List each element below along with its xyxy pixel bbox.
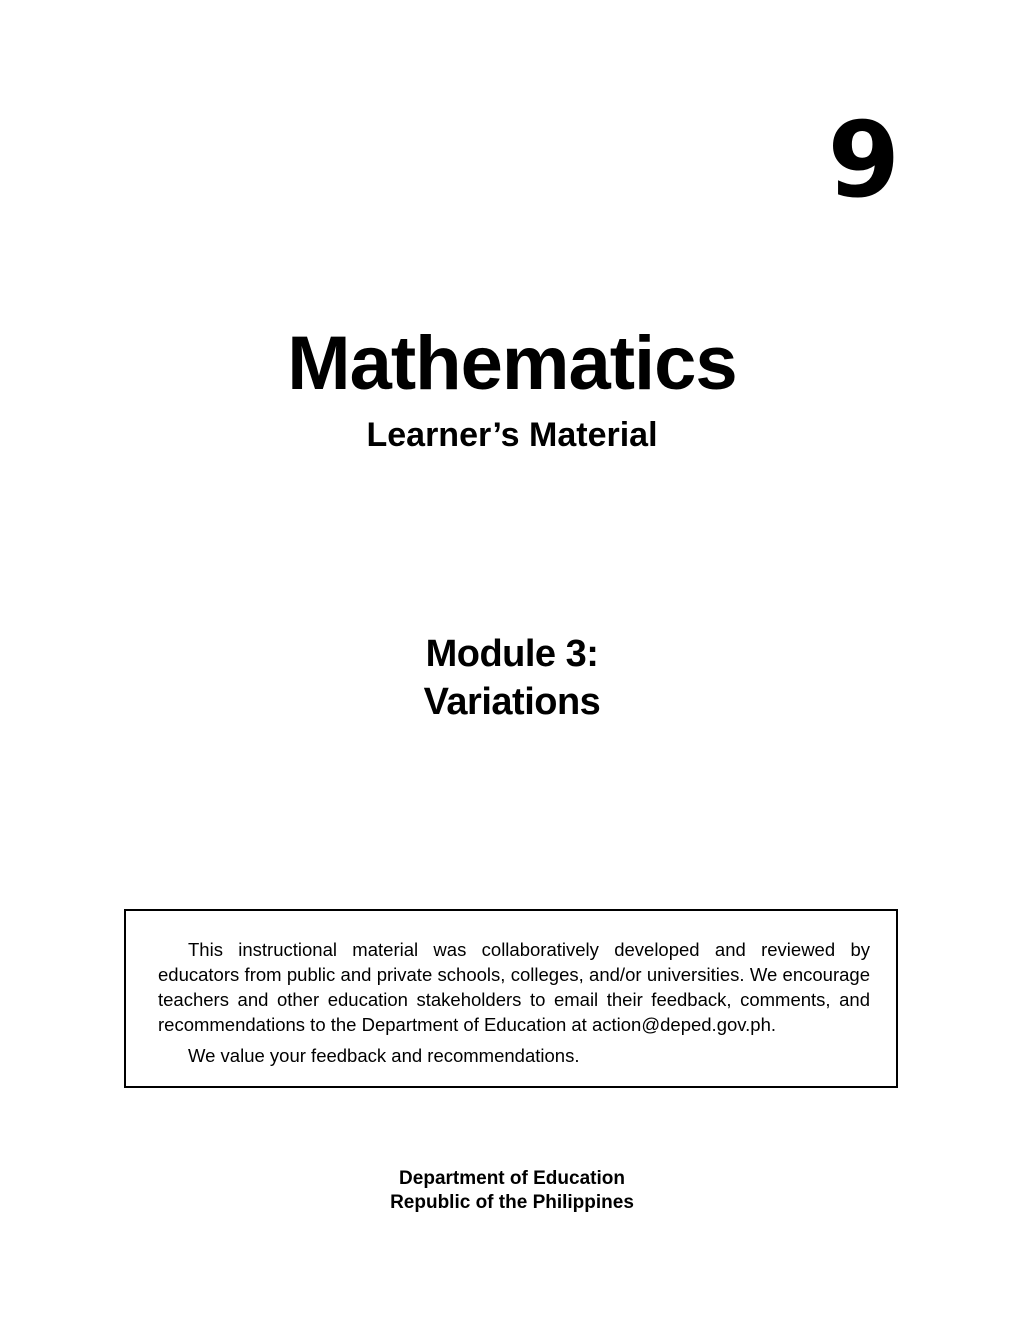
publisher-country: Republic of the Philippines bbox=[390, 1192, 634, 1213]
module-title: Variations bbox=[423, 681, 601, 723]
feedback-notice-box bbox=[124, 909, 898, 1088]
publisher-department: Department of Education bbox=[399, 1168, 625, 1189]
notice-closing-line: We value your feedback and recommendations. bbox=[188, 1045, 580, 1066]
module-number: Module 3: bbox=[425, 633, 599, 675]
module-heading bbox=[0, 630, 1024, 726]
page-title: Mathematics bbox=[287, 321, 737, 406]
notice-paragraph: This instructional material was collaboratively developed and reviewed by educators from public and private schools, colleges, and/or universities. We encourage teachers and other education stakeholders to email their feedback, comments, and recommendations to the Department of Education at action@deped.gov.ph. bbox=[158, 939, 870, 1035]
publisher-block bbox=[0, 1167, 1024, 1215]
grade-number: 9 bbox=[827, 99, 900, 221]
page-subtitle: Learner’s Material bbox=[366, 416, 658, 454]
